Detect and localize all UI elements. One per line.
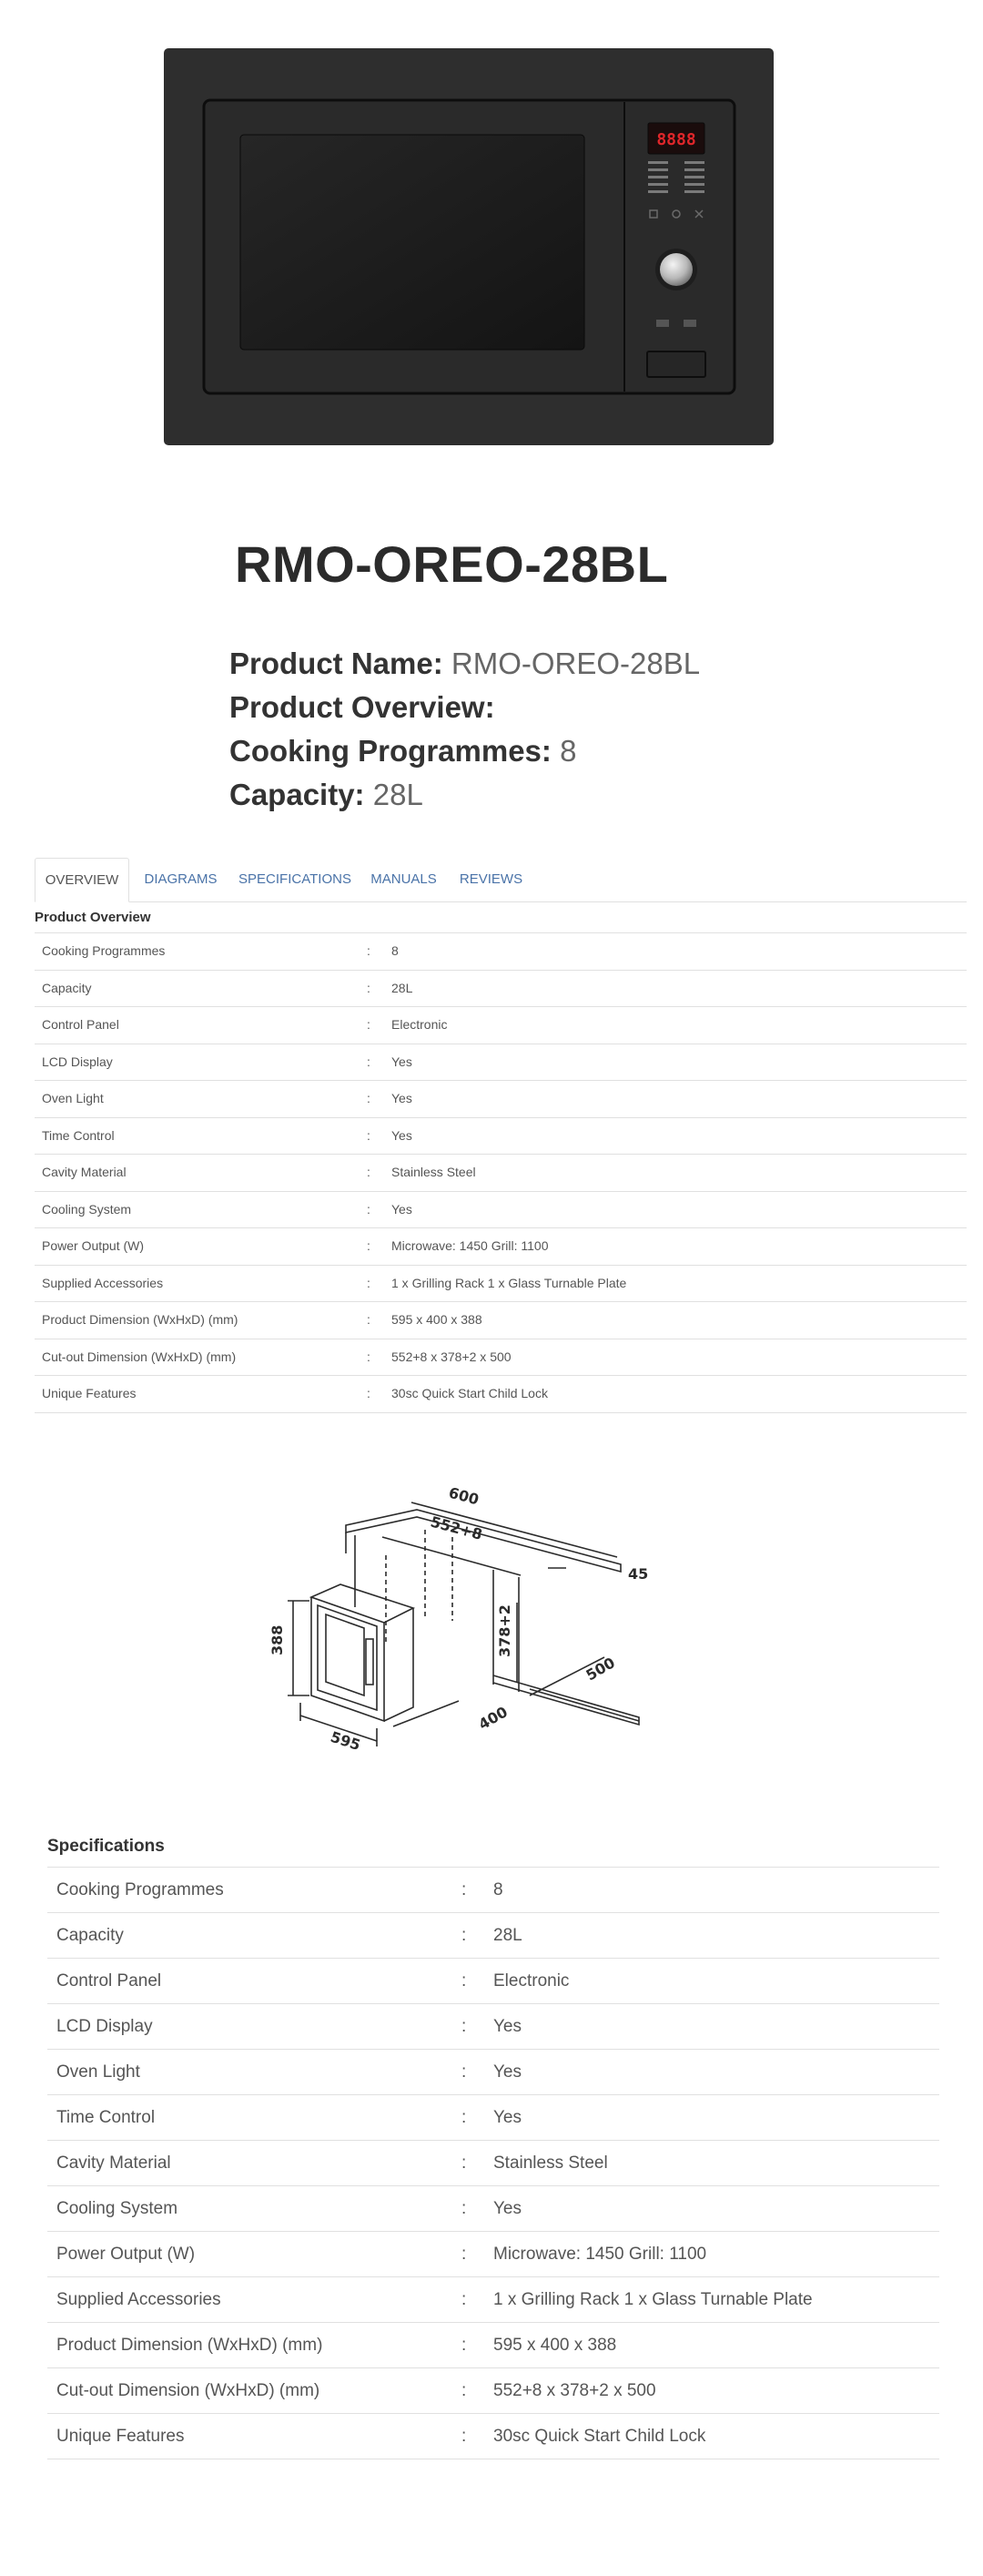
overview-table-row <box>35 1192 967 1229</box>
specifications-table-row-key: Unique Features <box>56 2427 185 2446</box>
tab-manuals[interactable]: MANUALS <box>370 871 437 887</box>
overview-table <box>35 903 967 1413</box>
overview-table-row <box>35 1081 967 1118</box>
specifications-table-row-key: Oven Light <box>56 2062 140 2082</box>
overview-table-row-key: Cooling System <box>42 1201 132 1217</box>
overview-table-row-value: 552+8 x 378+2 x 500 <box>391 1349 512 1364</box>
overview-table-row-value: 595 x 400 x 388 <box>391 1312 482 1327</box>
overview-table-row-separator: : <box>367 1312 370 1327</box>
overview-table-row-value: 8 <box>391 943 399 958</box>
overview-table-row-separator: : <box>367 1091 370 1105</box>
overview-table-row-separator: : <box>367 1054 370 1069</box>
overview-table-row-value: Electronic <box>391 1017 448 1032</box>
overview-table-row-value: 28L <box>391 980 413 995</box>
specifications-table-row <box>47 2050 939 2095</box>
specifications-table-row-separator: : <box>461 2153 467 2173</box>
specifications-table-row <box>47 1913 939 1959</box>
specifications-table-row <box>47 2186 939 2232</box>
dim-label-45: 45 <box>628 1565 649 1583</box>
tab-specifications[interactable]: SPECIFICATIONS <box>238 871 351 887</box>
specifications-table-row-separator: : <box>461 2062 467 2082</box>
specifications-table-row-value: Yes <box>493 2062 522 2082</box>
overview-table-row-value: Microwave: 1450 Grill: 1100 <box>391 1238 549 1253</box>
specifications-table-row-value: Electronic <box>493 1971 570 1991</box>
specifications-table-row-key: Power Output (W) <box>56 2245 196 2264</box>
specifications-table-row <box>47 2277 939 2323</box>
specifications-table-row-value: 28L <box>493 1926 522 1945</box>
specifications-table <box>47 1827 939 2459</box>
overview-table-row-key: Product Dimension (WxHxD) (mm) <box>42 1312 238 1327</box>
overview-table-row-key: Control Panel <box>42 1017 119 1032</box>
overview-table-row-key: Power Output (W) <box>42 1238 145 1253</box>
overview-table-row-value: Yes <box>391 1091 412 1105</box>
overview-table-row-key: Cooking Programmes <box>42 943 166 958</box>
specifications-table-row-key: Product Dimension (WxHxD) (mm) <box>56 2336 323 2355</box>
specifications-table-row-separator: : <box>461 2290 467 2309</box>
specifications-table-row-key: Control Panel <box>56 1971 162 1991</box>
specifications-table-row-value: 552+8 x 378+2 x 500 <box>493 2381 656 2400</box>
specifications-table-row-key: Capacity <box>56 1926 124 1945</box>
overview-table-row <box>35 1118 967 1156</box>
overview-table-row-key: Oven Light <box>42 1091 104 1105</box>
specifications-table-row-value: 8 <box>493 1880 503 1899</box>
specifications-table-row <box>47 2141 939 2186</box>
overview-table-row-value: Yes <box>391 1201 412 1217</box>
overview-table-row <box>35 1007 967 1044</box>
overview-table-row-key: Cut-out Dimension (WxHxD) (mm) <box>42 1349 237 1364</box>
overview-table-row-separator: : <box>367 1165 370 1179</box>
overview-table-row <box>35 1376 967 1413</box>
specifications-table-row-key: Cooling System <box>56 2199 178 2218</box>
microwave-illustration <box>164 48 774 445</box>
overview-table-row-key: Unique Features <box>42 1386 137 1400</box>
specifications-table-row-separator: : <box>461 2336 467 2355</box>
overview-table-row <box>35 1044 967 1082</box>
overview-table-row <box>35 971 967 1008</box>
overview-table-row <box>35 1339 967 1377</box>
specifications-table-row-value: Yes <box>493 2017 522 2036</box>
dim-label-388: 388 <box>269 1624 286 1655</box>
overview-table-row-separator: : <box>367 943 370 958</box>
product-image <box>164 48 774 445</box>
overview-table-row-separator: : <box>367 1201 370 1217</box>
summary-product-overview: Product Overview: <box>229 690 495 724</box>
specifications-table-row-separator: : <box>461 1926 467 1945</box>
overview-table-row-value: Yes <box>391 1054 412 1069</box>
specifications-table-row-separator: : <box>461 1971 467 1991</box>
overview-table-row-key: Cavity Material <box>42 1165 127 1179</box>
overview-table-row-value: Yes <box>391 1127 412 1143</box>
dim-label-378-2: 378+2 <box>496 1604 513 1657</box>
specifications-table-row <box>47 2368 939 2414</box>
specifications-table-row-separator: : <box>461 2199 467 2218</box>
product-summary <box>229 642 700 817</box>
specifications-table-row-key: Cut-out Dimension (WxHxD) (mm) <box>56 2381 320 2400</box>
svg-text:8888: 8888 <box>656 130 696 149</box>
specifications-table-row-value: 595 x 400 x 388 <box>493 2336 617 2355</box>
specifications-table-row-separator: : <box>461 2381 467 2400</box>
overview-table-row-key: Supplied Accessories <box>42 1275 164 1290</box>
summary-capacity: Capacity: 28L <box>229 778 423 811</box>
product-tabs <box>35 858 967 902</box>
overview-table-row-separator: : <box>367 1238 370 1253</box>
specifications-table-row-key: LCD Display <box>56 2017 153 2036</box>
specifications-table-row <box>47 1959 939 2004</box>
overview-table-row-value: Stainless Steel <box>391 1165 476 1179</box>
specifications-table-row <box>47 2414 939 2459</box>
specifications-table-row-value: Microwave: 1450 Grill: 1100 <box>493 2245 707 2264</box>
specifications-table-row-separator: : <box>461 2427 467 2446</box>
overview-table-row <box>35 1228 967 1266</box>
overview-table-row-key: LCD Display <box>42 1054 113 1069</box>
summary-cooking-programmes: Cooking Programmes: 8 <box>229 734 577 768</box>
dim-label-400: 400 <box>475 1703 511 1734</box>
dimension-diagram <box>257 1457 654 1776</box>
dim-label-552-8: 552+8 <box>428 1512 484 1543</box>
overview-table-row-key: Capacity <box>42 980 92 995</box>
overview-table-heading: Product Overview <box>35 903 967 933</box>
specifications-table-row-value: Yes <box>493 2199 522 2218</box>
overview-table-row-separator: : <box>367 1275 370 1290</box>
specifications-table-row <box>47 2004 939 2050</box>
overview-table-row-separator: : <box>367 980 370 995</box>
overview-table-row-separator: : <box>367 1127 370 1143</box>
specifications-table-row-key: Cavity Material <box>56 2153 171 2173</box>
overview-table-row <box>35 933 967 971</box>
specifications-table-row <box>47 2095 939 2141</box>
dim-label-500: 500 <box>583 1654 618 1685</box>
specifications-table-row <box>47 2323 939 2368</box>
specifications-table-row-separator: : <box>461 2108 467 2127</box>
overview-table-row-key: Time Control <box>42 1127 115 1143</box>
overview-table-row <box>35 1266 967 1303</box>
specifications-table-row-separator: : <box>461 2017 467 2036</box>
tab-diagrams[interactable]: DIAGRAMS <box>144 871 218 887</box>
specifications-table-row <box>47 2232 939 2277</box>
specifications-table-row-value: Stainless Steel <box>493 2153 608 2173</box>
overview-table-row-value: 30sc Quick Start Child Lock <box>391 1386 548 1400</box>
specifications-table-row-key: Time Control <box>56 2108 156 2127</box>
specifications-table-row-value: Yes <box>493 2108 522 2127</box>
specifications-table-row-value: 1 x Grilling Rack 1 x Glass Turnable Plate <box>493 2290 813 2309</box>
specifications-table-row <box>47 1868 939 1913</box>
dim-label-595: 595 <box>328 1727 363 1755</box>
summary-product-name: Product Name: RMO-OREO-28BL <box>229 647 701 680</box>
specifications-table-row-key: Cooking Programmes <box>56 1880 224 1899</box>
specifications-table-row-key: Supplied Accessories <box>56 2290 221 2309</box>
dim-label-600: 600 <box>446 1483 481 1509</box>
specifications-table-heading: Specifications <box>47 1827 939 1868</box>
specifications-table-row-value: 30sc Quick Start Child Lock <box>493 2427 706 2446</box>
page-title: RMO-OREO-28BL <box>235 535 669 593</box>
installation-diagram <box>257 1457 654 1776</box>
overview-table-row <box>35 1155 967 1192</box>
tab-overview[interactable]: OVERVIEW <box>35 858 129 902</box>
overview-table-row-separator: : <box>367 1386 370 1400</box>
specifications-table-row-separator: : <box>461 2245 467 2264</box>
overview-table-row-separator: : <box>367 1017 370 1032</box>
overview-table-row-value: 1 x Grilling Rack 1 x Glass Turnable Plate <box>391 1275 627 1290</box>
overview-table-row-separator: : <box>367 1349 370 1364</box>
tab-reviews[interactable]: REVIEWS <box>459 871 523 887</box>
specifications-table-row-separator: : <box>461 1880 467 1899</box>
overview-table-row <box>35 1302 967 1339</box>
